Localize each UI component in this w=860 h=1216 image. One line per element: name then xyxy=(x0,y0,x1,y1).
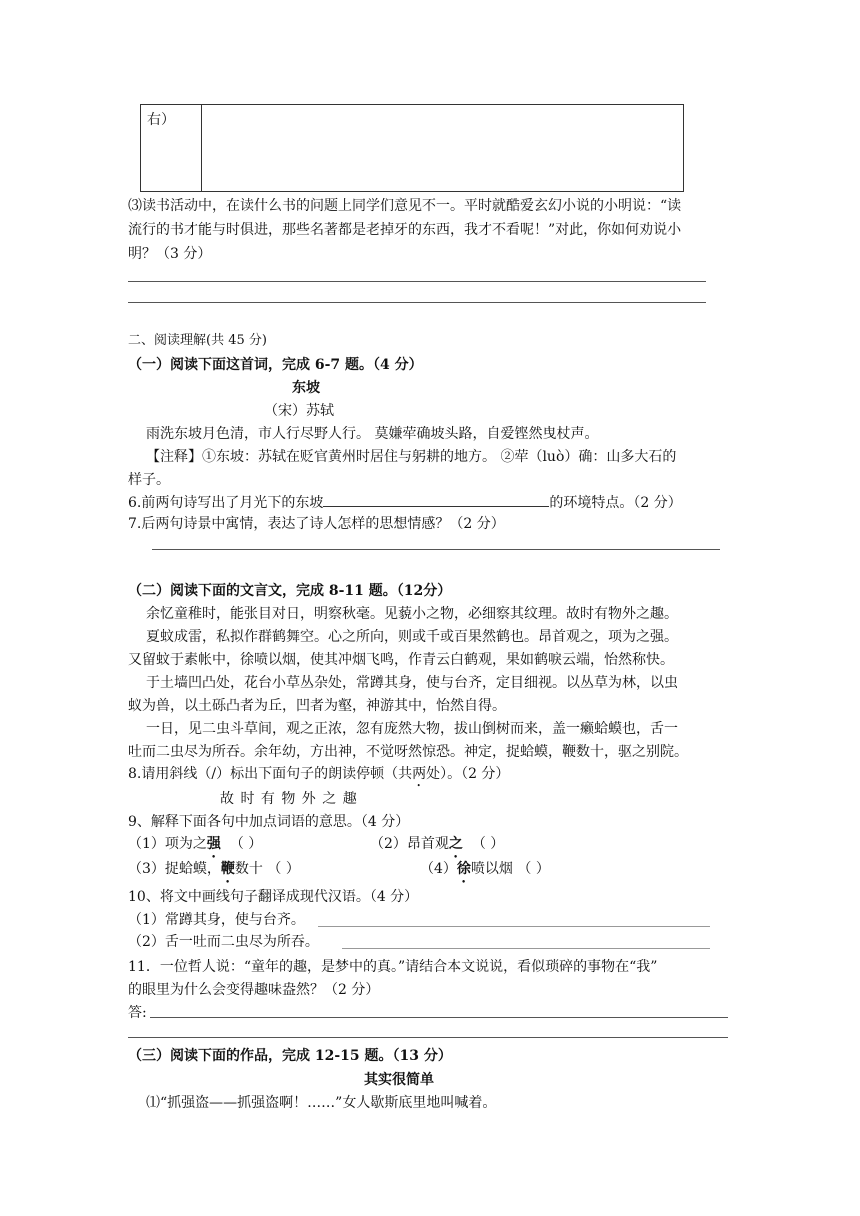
q9-item1-blank[interactable]: （ ） xyxy=(229,836,263,852)
q3-line3: 明？（3 分） xyxy=(128,246,212,262)
table-cell-answer[interactable] xyxy=(202,105,684,192)
section-title: 二、阅读理解(共 45 分) xyxy=(128,333,267,348)
q8-sentence[interactable]: 故 时 有 物 外 之 趣 xyxy=(220,791,357,807)
poem-author: （宋）苏轼 xyxy=(264,403,334,419)
q9-item1 xyxy=(128,834,262,861)
q10-item2: （2）舌一吐而二虫尽为所吞。 xyxy=(128,934,319,950)
q11-line2: 的眼里为什么会变得趣味盎然？（2 分） xyxy=(128,982,380,998)
q7-answer-line[interactable] xyxy=(152,549,720,550)
q8-text-b: 处）。（2 分） xyxy=(426,766,510,782)
q6-prefix: 6.前两句诗写出了月光下的东坡 xyxy=(128,495,324,511)
q8-text-a: 8.请用斜线（/）标出下面句子的朗读停顿（共 xyxy=(128,766,413,782)
part2-heading: （二）阅读下面的文言文，完成 8-11 题。（12分） xyxy=(128,583,452,599)
q6-blank[interactable] xyxy=(323,492,549,507)
part3-p1: ⑴“抓强盗——抓强盗啊！……”女人歇斯底里地叫喊着。 xyxy=(146,1095,497,1111)
text-p4b: 吐而二虫尽为所吞。余年幼，方出神，不觉呀然惊恐。神定，捉蛤蟆，鞭数十，驱之别院。 xyxy=(128,744,688,760)
q9-item2-text: （2）昂首观 xyxy=(370,836,449,852)
poem-title: 东坡 xyxy=(292,380,320,396)
q10-answer-line-2[interactable] xyxy=(342,948,710,949)
q3-answer-line-1[interactable] xyxy=(128,281,706,282)
text-p2a: 夏蚊成雷，私拟作群鹤舞空。心之所向，则或千或百果然鹤也。昂首观之，项为之强。 xyxy=(146,629,678,645)
part3-heading: （三）阅读下面的作品，完成 12-15 题。（13 分） xyxy=(128,1048,452,1064)
table-cell-label: 右） xyxy=(141,105,202,192)
part3-title: 其实很简单 xyxy=(364,1072,434,1088)
q9-item3-text: （3）捉蛤蟆， xyxy=(128,861,221,877)
q7: 7.后两句诗景中寓情，表达了诗人怎样的思想情感？（2 分） xyxy=(128,516,505,532)
q10-item1: （1）常蹲其身，使与台齐。 xyxy=(128,912,305,928)
q9-item2-word: 之 xyxy=(448,836,463,852)
answer-label: 答: xyxy=(128,1005,147,1021)
q11-line1: 11．一位哲人说：“童年的趣，是梦中的真。”请结合本文说说，看似琐碎的事物在“我” xyxy=(128,959,658,975)
q9-item3-blank[interactable]: 数十 （ ） xyxy=(234,861,300,877)
q9-item4-word: 徐 xyxy=(456,861,471,877)
text-p3a: 于土墙凹凸处，花台小草丛杂处，常蹲其身，使与台齐，定目细视。以丛草为林，以虫 xyxy=(146,675,678,691)
q3-line2: 流行的书才能与时俱进，那些名著都是老掉牙的东西，我才不看呢！”对此，你如何劝说小 xyxy=(128,222,682,238)
q9-item2 xyxy=(370,834,504,861)
q9-item4-blank[interactable]: 喷以烟 （ ） xyxy=(470,861,550,877)
q8 xyxy=(128,764,509,790)
text-p3b: 蚁为兽，以土砾凸者为丘，凹者为壑，神游其中，怡然自得。 xyxy=(128,698,506,714)
q6 xyxy=(128,492,682,513)
q9-item4 xyxy=(420,859,550,886)
note-line1: 【注释】①东坡：苏轼在贬官黄州时居住与躬耕的地方。 ②荦（luò）确：山多大石的 xyxy=(146,449,677,465)
q10-answer-line-1[interactable] xyxy=(318,926,710,927)
q3-line1: ⑶读书活动中，在读什么书的问题上同学们意见不一。平时就酷爱玄幻小说的小明说：“读 xyxy=(128,198,682,214)
text-p4a: 一日，见二虫斗草间，观之正浓，忽有庞然大物，拔山倒树而来，盖一癞蛤蟆也，舌一 xyxy=(146,721,678,737)
q3-answer-line-2[interactable] xyxy=(128,302,706,303)
q9-item3-word: 鞭 xyxy=(220,861,235,877)
q9-item3 xyxy=(128,859,300,886)
text-p2b: 又留蚊于素帐中，徐喷以烟，使其冲烟飞鸣，作青云白鹤观，果如鹤唳云端，怡然称快。 xyxy=(128,652,674,668)
q8-dotted-word: 两 xyxy=(412,766,427,782)
answer-table xyxy=(140,104,684,192)
q11-answer-line-1[interactable] xyxy=(150,1017,728,1018)
text-p1: 余忆童稚时，能张目对日，明察秋毫。见藐小之物，必细察其纹理。故时有物外之趣。 xyxy=(146,606,678,622)
q9-item4-text: （4） xyxy=(420,861,457,877)
q9: 9、解释下面各句中加点词语的意思。（4 分） xyxy=(128,814,410,830)
q10: 10、将文中画线句子翻译成现代汉语。（4 分） xyxy=(128,889,419,905)
q11-answer-line-2[interactable] xyxy=(128,1037,728,1038)
q9-item1-text: （1）项为之 xyxy=(128,836,207,852)
part1-heading: （一）阅读下面这首词，完成 6-7 题。（4 分） xyxy=(128,357,423,373)
poem-text: 雨洗东坡月色清，市人行尽野人行。 莫嫌荦确坡头路，自爱铿然曳杖声。 xyxy=(146,426,599,442)
q9-item1-word: 强 xyxy=(206,836,221,852)
note-line2: 样子。 xyxy=(128,472,170,488)
q6-suffix: 的环境特点。（2 分） xyxy=(549,495,682,511)
q9-item2-blank[interactable]: （ ） xyxy=(471,836,505,852)
